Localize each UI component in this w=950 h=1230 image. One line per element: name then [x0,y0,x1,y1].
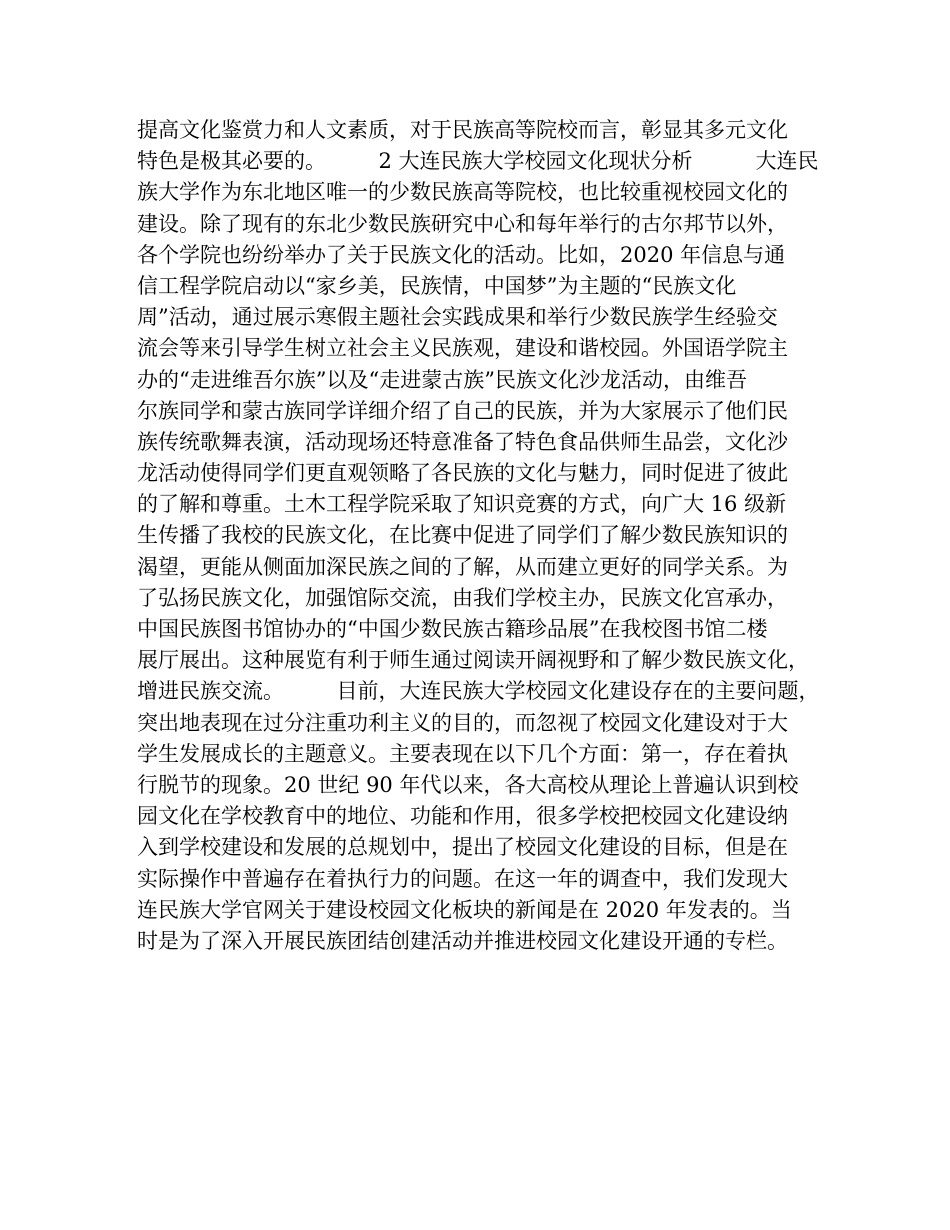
text-line: 渴望，更能从侧面加深民族之间的了解，从而建立更好的同学关系。为 [137,554,788,579]
text-line: 尔族同学和蒙古族同学详细介绍了自己的民族，并为大家展示了他们民 [137,398,788,423]
text-line: 中国民族图书馆协办的“中国少数民族古籍珍品展”在我校图书馆二楼 [137,617,768,641]
text-line: 学生发展成长的主题意义。主要表现在以下几个方面：第一，存在着执 [137,741,788,766]
text-line: 入到学校建设和发展的总规划中，提出了校园文化建设的目标，但是在 [137,835,788,860]
text-line: 行脱节的现象。20 世纪 90 年代以来，各大高校从理论上普遍认识到校 [137,772,799,797]
text-line: 特色是极其必要的。 2 大连民族大学校园文化现状分析 大连民 [137,149,819,174]
text-line: 展厅展出。这种展览有利于师生通过阅读开阔视野和了解少数民族文化， [137,648,809,673]
text-line: 族大学作为东北地区唯一的少数民族高等院校，也比较重视校园文化的 [137,180,788,205]
text-line: 各个学院也纷纷举办了关于民族文化的活动。比如，2020 年信息与通 [137,242,786,267]
text-line: 实际操作中普遍存在着执行力的问题。在这一年的调查中，我们发现大 [137,866,788,891]
text-line: 的了解和尊重。土木工程学院采取了知识竞赛的方式，向广大 16 级新 [137,492,787,517]
text-line: 周”活动，通过展示寒假主题社会实践成果和举行少数民族学生经验交 [137,305,778,330]
text-line: 流会等来引导学生树立社会主义民族观，建设和谐校园。外国语学院主 [137,336,788,361]
text-line: 龙活动使得同学们更直观领略了各民族的文化与魅力，同时促进了彼此 [137,461,788,486]
text-line: 提高文化鉴赏力和人文素质，对于民族高等院校而言，彰显其多元文化 [137,118,788,142]
text-line: 族传统歌舞表演，活动现场还特意准备了特色食品供师生品尝，文化沙 [137,429,788,454]
body-text [137,115,820,957]
text-line: 信工程学院启动以“家乡美，民族情，中国梦”为主题的“民族文化 [137,273,737,298]
text-line: 增进民族交流。 目前，大连民族大学校园文化建设存在的主要问题， [137,679,820,704]
text-line: 突出地表现在过分注重功利主义的目的，而忽视了校园文化建设对于大 [137,710,788,735]
text-line: 办的“走进维吾尔族”以及“走进蒙古族”民族文化沙龙活动，由维吾 [137,367,747,392]
text-line: 连民族大学官网关于建设校园文化板块的新闻是在 2020 年发表的。当 [137,897,792,922]
text-line: 园文化在学校教育中的地位、功能和作用，很多学校把校园文化建设纳 [137,804,788,829]
text-line: 建设。除了现有的东北少数民族研究中心和每年举行的古尔邦节以外， [137,211,788,236]
text-line: 生传播了我校的民族文化，在比赛中促进了同学们了解少数民族知识的 [137,523,788,548]
text-line: 了弘扬民族文化，加强馆际交流，由我们学校主办，民族文化宫承办， [137,585,788,610]
text-line: 时是为了深入开展民族团结创建活动并推进校园文化建设开通的专栏。 [137,928,788,953]
